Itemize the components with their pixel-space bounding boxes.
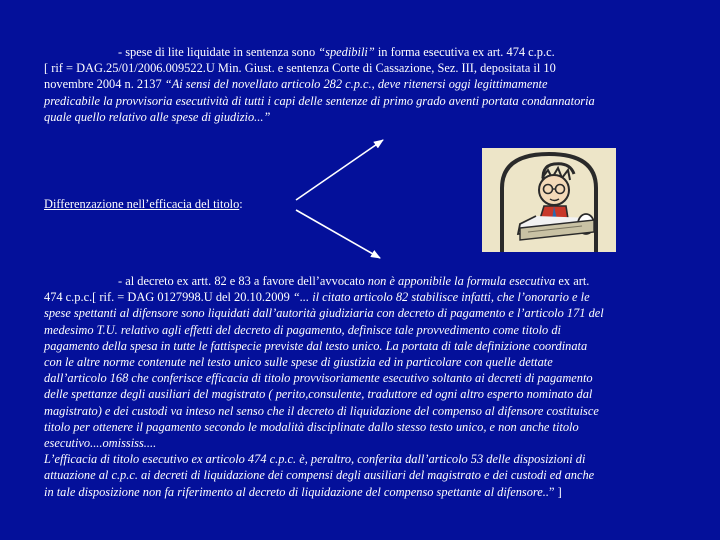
top-line-3-quote: “Ai sensi del novellato articolo 282 c.p.c., deve ritenersi oggi legittimamente bbox=[164, 77, 548, 92]
reading-man-clipart bbox=[482, 148, 616, 252]
bottom-line-9: magistrato) e dei custodi va inteso nel senso che il decreto di liquidazione del compenso al difensore costituisce bbox=[44, 403, 599, 418]
bottom-line-8: delle spettanze degli ausiliari del magistrato ( perito,consulente, traduttore ed ogni altro esperto nominato dal bbox=[44, 387, 593, 402]
middle-heading-label: Differenzazione nell’efficacia del titolo bbox=[44, 197, 240, 211]
top-text-plain: - spese di lite liquidate in sentenza sono bbox=[118, 45, 319, 59]
bottom-line-14 bbox=[44, 484, 696, 500]
reading-man-icon bbox=[482, 148, 616, 252]
top-line-2: [ rif = DAG.25/01/2006.009522.U Min. Giust. e sentenza Corte di Cassazione, Sez. III, depositata il 10 bbox=[44, 61, 556, 76]
top-line-5: quale quello relativo alle spese di giudizio...” bbox=[44, 109, 271, 124]
bottom-line-1-italic: non è apponibile la formula esecutiva bbox=[367, 274, 556, 288]
bottom-line-12: L’efficacia di titolo esecutivo ex articolo 474 c.p.c. è, peraltro, conferita dall’articolo 53 delle disposizioni di bbox=[44, 452, 586, 467]
bottom-line-6: con le altre norme contenute nel testo unico sulle spese di giustizia ed in particolare con quelle dettate bbox=[44, 355, 553, 370]
bottom-line-1-end: ex art. bbox=[555, 274, 590, 288]
bottom-line-3: spese spettanti al difensore sono liquidati dall’autorità giudiziaria con decreto di pagamento e l’articolo 171 del bbox=[44, 306, 604, 321]
bottom-line-2-quote: “... il citato articolo 82 stabilisce infatti, che l’onorario e le bbox=[292, 290, 590, 305]
bottom-line-14-italic: in tale disposizione non fa riferimento al decreto di liquidazione del compenso spettante al difensore.. bbox=[44, 484, 549, 499]
bottom-line-1-plain: - al decreto ex artt. 82 e 83 a favore dell’avvocato bbox=[118, 274, 368, 288]
bottom-line-14-end: ” ] bbox=[548, 484, 562, 499]
top-text-plain-end: in forma esecutiva ex art. 474 c.p.c. bbox=[374, 45, 555, 59]
top-line-4: predicabile la provvisoria esecutività di tutti i capi delle sentenze di primo grado aventi portata condannatoria bbox=[44, 93, 595, 108]
top-text-quote: “spedibili” bbox=[318, 45, 375, 59]
middle-heading-colon: : bbox=[239, 197, 243, 211]
bottom-line-5: pagamento della spesa in tutte le fattispecie previste dal testo unico. La portata di tale definizione coordinata bbox=[44, 338, 588, 353]
bottom-line-4: medesimo T.U. relativo agli effetti del decreto di pagamento, definisce tale provvedimento come titolo di bbox=[44, 322, 561, 337]
bottom-line-13: attuazione al c.p.c. ai decreti di liquidazione dei compensi degli ausiliari del magistrato e dei custodi ed anche bbox=[44, 468, 595, 483]
bottom-line-1 bbox=[44, 273, 696, 289]
bottom-line-10: titolo per ottenere il pagamento secondo le modalità disciplinate dallo stesso testo unico, e non anche titolo bbox=[44, 419, 579, 434]
arrow-up-icon bbox=[296, 140, 383, 200]
top-line-3-plain: novembre 2004 n. 2137 bbox=[44, 77, 165, 92]
bottom-line-11: esecutivo....omississ.... bbox=[44, 436, 157, 451]
bottom-line-2 bbox=[44, 289, 696, 305]
arrow-down-icon bbox=[296, 210, 380, 258]
bottom-line-7: dall’articolo 168 che conferisce efficacia di titolo provvisoriamente esecutivo soltanto ai decreti di pagamento bbox=[44, 371, 593, 386]
bottom-line-2-plain: 474 c.p.c.[ rif. = DAG 0127998.U del 20.10.2009 bbox=[44, 290, 293, 305]
bottom-paragraph bbox=[44, 273, 696, 500]
